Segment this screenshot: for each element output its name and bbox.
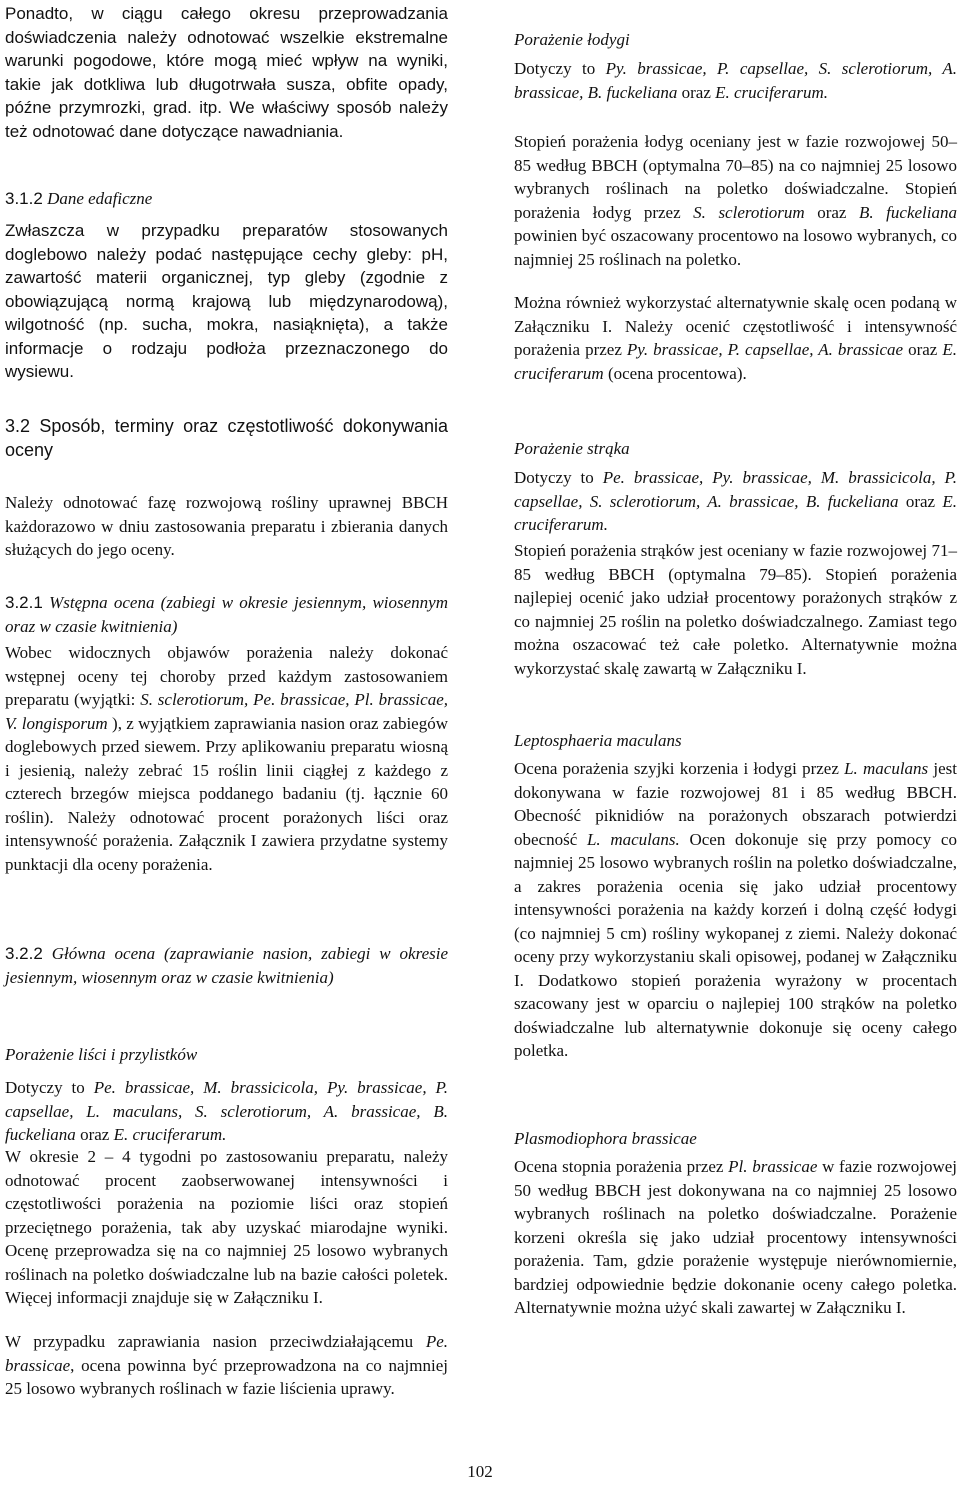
lisci-applies: Dotyczy to Pe. brassicae, M. brassicicola, Py. brassicae, P. capsellae, L. maculans, S. sclerotiorum, A. brassicae, B. fuckeliana oraz E. cruciferarum. <box>5 1078 448 1144</box>
heading-leptosphaeria: Leptosphaeria maculans <box>514 731 682 750</box>
intro-paragraph: Ponadto, w ciągu całego okresu przeprowadzania doświadczenia należy odnotować wszelkie ekstremalne warunki pogodowe, które mogą mieć wpływ na wyniki, takie jak dotkliwa lub długotrwała susza, obfite opady, późne przymrozki, grad. itp. We właściwy sposób należy też odnotować dane dotyczące nawadniania. <box>5 4 448 141</box>
paragraph-3-2: Należy odnotować fazę rozwojową rośliny uprawnej BBCH każdorazowo w dniu zastosowania preparatu i zbierania danych służących do jego oceny. <box>5 493 448 559</box>
heading-3-2-2: 3.2.2 Główna ocena (zaprawianie nasion, zabiegi w okresie jesiennym, wiosennym oraz w czasie kwitnienia) <box>5 944 448 987</box>
heading-3-2-1: 3.2.1 Wstępna ocena (zabiegi w okresie jesiennym, wiosennym oraz w czasie kwitnienia) <box>5 593 448 636</box>
leptosphaeria-paragraph: Ocena porażenia szyjki korzenia i łodygi przez L. maculans jest dokonywana w fazie rozwojowej 81 i 85 według BBCH. Obecność piknidiów na porażonych obszarach potwierdzi obecność L. maculans. Ocen dokonuje się przy pomocy co najmniej 25 losowo wybranych roślin na poletko doświadczalne, a zakres porażenia ocenia się jako udział procentowy intensywności porażenia na każdy korzeń i dolną część łodygi (co najmniej 5 cm) rośliny wykopanej z ziemi. Należy dokonać oceny przy wykorzystaniu skali opisowej, podanej w Załączniku I. Dodatkowo stopień porażenia wyrażony w procentach szacowany jest w oparciu o najlepiej 100 strąków na poletko doświadczalne lub alternatywnie dokonuje się oceny całego poletka. <box>514 759 958 1060</box>
heading-3-1-2: 3.1.2 Dane edaficzne <box>5 189 153 208</box>
straka-applies: Dotyczy to Pe. brassicae, Py. brassicae, M. brassicicola, P. capsellae, S. sclerotiorum, A. brassicae, B. fuckeliana oraz E. cruciferarum. <box>514 468 957 534</box>
lisci-paragraph-2: W przypadku zaprawiania nasion przeciwdziałającemu Pe. brassicae, ocena powinna być przeprowadzona na co najmniej 25 losowo wybranych roślinach w fazie liścienia uprawy. <box>5 1332 448 1398</box>
heading-3-2: 3.2 Sposób, terminy oraz częstotliwość dokonywania oceny <box>5 416 448 460</box>
edaphic-paragraph: Zwłaszcza w przypadku preparatów stosowanych doglebowo należy podać następujące cechy gleby: pH, zawartość materii organicznej, typ gleby (zgodnie z obowiązującą normą krajową lub międzynarodową), wilgotność (np. sucha, mokra, nasiąknięta), a także informacje o rodzaju podłoża przeznaczonego do wysiewu. <box>5 221 448 381</box>
lodygi-paragraph-1: Stopień porażenia łodyg oceniany jest w fazie rozwojowej 50–85 według BBCH (optymalna 70–85) na co najmniej 25 losowo wybranych roślinach na poletko doświadczalne. Stopień porażenia łodyg przez S. sclerotiorum oraz B. fuckeliana powinien być oszacowany procentowo na losowo wybranych, co najmniej 25 roślinach na poletko. <box>514 132 957 269</box>
plasmodiophora-paragraph: Ocena stopnia porażenia przez Pl. brassicae w fazie rozwojowej 50 według BBCH jest dokonywana na co najmniej 25 losowo wybranych roślinach na poletko doświadczalne. Porażenie korzeni określa się jako udział procentowy intensywności porażenia. Tam, gdzie porażenie występuje nierównomiernie, bardziej odpowiednie będzie dokonanie oceny całego poletka. Alternatywnie można użyć skali zawartej w Załączniku I. <box>514 1157 957 1317</box>
lodygi-paragraph-2: Można również wykorzystać alternatywnie skalę ocen podaną w Załączniku I. Należy ocenić częstotliwość i intensywność porażenia przez Py. brassicae, P. capsellae, A. brassicae oraz E. cruciferarum (ocena procentowa). <box>514 293 957 383</box>
heading-lisci: Porażenie liści i przylistków <box>5 1045 198 1064</box>
heading-straka: Porażenie strąka <box>514 439 630 458</box>
heading-lodygi: Porażenie łodygi <box>514 30 630 49</box>
page-number: 102 <box>467 1462 493 1481</box>
heading-plasmodiophora: Plasmodiophora brassicae <box>514 1129 697 1148</box>
lisci-paragraph-1: W okresie 2 – 4 tygodni po zastosowaniu preparatu, należy odnotować procent zaobserwowanej intensywności i częstotliwości porażenia na poziomie liści oraz stopień przeciętnego porażenia, tak aby uzyskać miarodajne wyniki. Ocenę przeprowadza się na co najmniej 25 losowo wybranych roślinach na poletko doświadczalne lub na bazie całości poletek. Więcej informacji znajduje się w Załączniku I. <box>5 1147 448 1307</box>
lodygi-applies: Dotyczy to Py. brassicae, P. capsellae, S. sclerotiorum, A. brassicae, B. fuckeliana oraz E. cruciferarum. <box>514 59 957 102</box>
straka-paragraph: Stopień porażenia strąków jest oceniany w fazie rozwojowej 71–85 według BBCH (optymalna 79–85). Stopień porażenia najlepiej ocenić jako udział procentowy porażonych strąków z co najmniej 25 roślin na poletko doświadczalnego. Zamiast tego można oszacować też całe poletko. Alternatywnie można wykorzystać skalę zawartą w Załączniku I. <box>514 541 957 678</box>
paragraph-3-2-1: Wobec widocznych objawów porażenia należy dokonać wstępnej oceny tej choroby przed każdym zastosowaniem preparatu (wyjątki: S. sclerotiorum, Pe. brassicae, Pl. brassicae, V. longisporum ), z wyjątkiem zaprawiania nasion oraz zabiegów doglebowych przed siewem. Przy aplikowaniu preparatu wiosną i jesienią, należy zebrać 15 roślin linii ciągłej z każdego z czterech brzegów miejsca poddanego badaniu (tj. łącznie 60 roślin). Należy odnotować procent porażonych liści oraz intensywność porażenia. Załącznik I zawiera przydatne systemy punktacji dla oceny porażenia. <box>5 643 448 874</box>
